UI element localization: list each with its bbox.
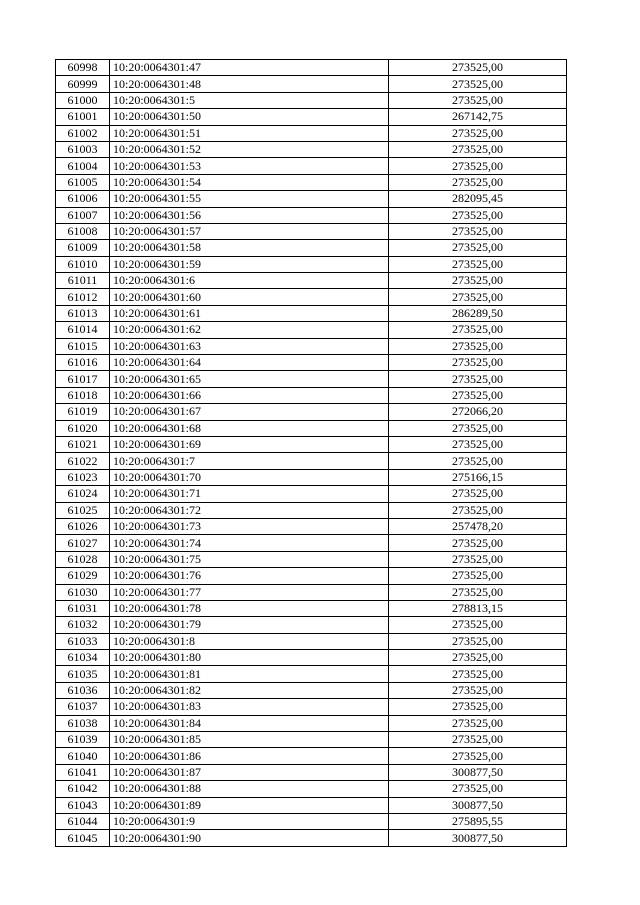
table-row bbox=[56, 715, 567, 731]
value-cell: 273525,00 bbox=[389, 535, 567, 551]
table-row bbox=[56, 666, 567, 682]
table-row bbox=[56, 60, 567, 76]
row-number-cell: 61001 bbox=[56, 109, 110, 125]
value-cell: 286289,50 bbox=[389, 305, 567, 321]
value-cell: 273525,00 bbox=[389, 436, 567, 452]
row-number-cell: 61010 bbox=[56, 256, 110, 272]
value-cell: 273525,00 bbox=[389, 125, 567, 141]
row-number-cell: 61033 bbox=[56, 633, 110, 649]
table-row bbox=[56, 551, 567, 567]
row-number-cell: 61027 bbox=[56, 535, 110, 551]
cadastral-number-cell: 10:20:0064301:48 bbox=[110, 76, 389, 92]
row-number-cell: 61025 bbox=[56, 502, 110, 518]
table-row bbox=[56, 371, 567, 387]
table-row bbox=[56, 764, 567, 780]
row-number-cell: 61030 bbox=[56, 584, 110, 600]
cadastral-number-cell: 10:20:0064301:53 bbox=[110, 158, 389, 174]
table-row bbox=[56, 486, 567, 502]
cadastral-number-cell: 10:20:0064301:62 bbox=[110, 322, 389, 338]
value-cell: 275895,55 bbox=[389, 813, 567, 829]
table-row bbox=[56, 141, 567, 157]
value-cell: 273525,00 bbox=[389, 732, 567, 748]
cadastral-number-cell: 10:20:0064301:85 bbox=[110, 732, 389, 748]
row-number-cell: 61044 bbox=[56, 813, 110, 829]
cadastral-number-cell: 10:20:0064301:68 bbox=[110, 420, 389, 436]
value-cell: 273525,00 bbox=[389, 568, 567, 584]
value-cell: 300877,50 bbox=[389, 764, 567, 780]
row-number-cell: 61020 bbox=[56, 420, 110, 436]
table-row bbox=[56, 699, 567, 715]
table-row bbox=[56, 813, 567, 829]
row-number-cell: 61003 bbox=[56, 141, 110, 157]
value-cell: 273525,00 bbox=[389, 420, 567, 436]
table-row bbox=[56, 158, 567, 174]
table-row bbox=[56, 191, 567, 207]
cadastral-number-cell: 10:20:0064301:63 bbox=[110, 338, 389, 354]
cadastral-number-cell: 10:20:0064301:67 bbox=[110, 404, 389, 420]
table-row bbox=[56, 436, 567, 452]
table-row bbox=[56, 322, 567, 338]
row-number-cell: 61014 bbox=[56, 322, 110, 338]
cadastral-number-cell: 10:20:0064301:52 bbox=[110, 141, 389, 157]
cadastral-number-cell: 10:20:0064301:51 bbox=[110, 125, 389, 141]
row-number-cell: 60999 bbox=[56, 76, 110, 92]
cadastral-number-cell: 10:20:0064301:59 bbox=[110, 256, 389, 272]
row-number-cell: 61000 bbox=[56, 92, 110, 108]
data-table bbox=[55, 59, 567, 847]
table-row bbox=[56, 387, 567, 403]
value-cell: 273525,00 bbox=[389, 584, 567, 600]
cadastral-number-cell: 10:20:0064301:6 bbox=[110, 273, 389, 289]
row-number-cell: 61039 bbox=[56, 732, 110, 748]
table-row bbox=[56, 109, 567, 125]
table-row bbox=[56, 617, 567, 633]
cadastral-number-cell: 10:20:0064301:8 bbox=[110, 633, 389, 649]
table-row bbox=[56, 469, 567, 485]
row-number-cell: 61002 bbox=[56, 125, 110, 141]
row-number-cell: 61043 bbox=[56, 797, 110, 813]
table-row bbox=[56, 223, 567, 239]
value-cell: 273525,00 bbox=[389, 76, 567, 92]
table-row bbox=[56, 256, 567, 272]
value-cell: 282095,45 bbox=[389, 191, 567, 207]
cadastral-number-cell: 10:20:0064301:82 bbox=[110, 682, 389, 698]
cadastral-number-cell: 10:20:0064301:58 bbox=[110, 240, 389, 256]
cadastral-number-cell: 10:20:0064301:64 bbox=[110, 355, 389, 371]
cadastral-number-cell: 10:20:0064301:89 bbox=[110, 797, 389, 813]
row-number-cell: 61005 bbox=[56, 174, 110, 190]
cadastral-number-cell: 10:20:0064301:81 bbox=[110, 666, 389, 682]
cadastral-number-cell: 10:20:0064301:88 bbox=[110, 781, 389, 797]
table-row bbox=[56, 633, 567, 649]
table-row bbox=[56, 404, 567, 420]
cadastral-number-cell: 10:20:0064301:50 bbox=[110, 109, 389, 125]
value-cell: 273525,00 bbox=[389, 551, 567, 567]
table-row bbox=[56, 568, 567, 584]
value-cell: 273525,00 bbox=[389, 273, 567, 289]
value-cell: 273525,00 bbox=[389, 60, 567, 76]
value-cell: 273525,00 bbox=[389, 387, 567, 403]
table-row bbox=[56, 535, 567, 551]
cadastral-number-cell: 10:20:0064301:90 bbox=[110, 830, 389, 846]
row-number-cell: 61017 bbox=[56, 371, 110, 387]
value-cell: 273525,00 bbox=[389, 633, 567, 649]
row-number-cell: 61037 bbox=[56, 699, 110, 715]
row-number-cell: 61023 bbox=[56, 469, 110, 485]
row-number-cell: 61024 bbox=[56, 486, 110, 502]
table-row bbox=[56, 289, 567, 305]
table-row bbox=[56, 732, 567, 748]
value-cell: 273525,00 bbox=[389, 650, 567, 666]
table-row bbox=[56, 600, 567, 616]
value-cell: 273525,00 bbox=[389, 240, 567, 256]
cadastral-number-cell: 10:20:0064301:75 bbox=[110, 551, 389, 567]
value-cell: 273525,00 bbox=[389, 289, 567, 305]
table-row bbox=[56, 76, 567, 92]
row-number-cell: 61045 bbox=[56, 830, 110, 846]
cadastral-number-cell: 10:20:0064301:9 bbox=[110, 813, 389, 829]
row-number-cell: 61029 bbox=[56, 568, 110, 584]
table-row bbox=[56, 125, 567, 141]
table-row bbox=[56, 355, 567, 371]
row-number-cell: 61009 bbox=[56, 240, 110, 256]
value-cell: 273525,00 bbox=[389, 666, 567, 682]
table-row bbox=[56, 748, 567, 764]
cadastral-number-cell: 10:20:0064301:73 bbox=[110, 518, 389, 534]
cadastral-number-cell: 10:20:0064301:76 bbox=[110, 568, 389, 584]
value-cell: 273525,00 bbox=[389, 223, 567, 239]
cadastral-number-cell: 10:20:0064301:86 bbox=[110, 748, 389, 764]
value-cell: 273525,00 bbox=[389, 256, 567, 272]
table-row bbox=[56, 240, 567, 256]
table-row bbox=[56, 420, 567, 436]
table-row bbox=[56, 502, 567, 518]
row-number-cell: 61042 bbox=[56, 781, 110, 797]
table-row bbox=[56, 797, 567, 813]
row-number-cell: 61008 bbox=[56, 223, 110, 239]
cadastral-number-cell: 10:20:0064301:66 bbox=[110, 387, 389, 403]
cadastral-number-cell: 10:20:0064301:79 bbox=[110, 617, 389, 633]
cadastral-number-cell: 10:20:0064301:83 bbox=[110, 699, 389, 715]
row-number-cell: 60998 bbox=[56, 60, 110, 76]
cadastral-number-cell: 10:20:0064301:70 bbox=[110, 469, 389, 485]
value-cell: 273525,00 bbox=[389, 371, 567, 387]
row-number-cell: 61038 bbox=[56, 715, 110, 731]
value-cell: 257478,20 bbox=[389, 518, 567, 534]
value-cell: 273525,00 bbox=[389, 158, 567, 174]
row-number-cell: 61004 bbox=[56, 158, 110, 174]
table-row bbox=[56, 781, 567, 797]
cadastral-number-cell: 10:20:0064301:61 bbox=[110, 305, 389, 321]
value-cell: 273525,00 bbox=[389, 207, 567, 223]
table-row bbox=[56, 273, 567, 289]
cadastral-number-cell: 10:20:0064301:72 bbox=[110, 502, 389, 518]
row-number-cell: 61007 bbox=[56, 207, 110, 223]
value-cell: 273525,00 bbox=[389, 141, 567, 157]
row-number-cell: 61015 bbox=[56, 338, 110, 354]
table-row bbox=[56, 650, 567, 666]
value-cell: 273525,00 bbox=[389, 715, 567, 731]
table-row bbox=[56, 305, 567, 321]
row-number-cell: 61006 bbox=[56, 191, 110, 207]
cadastral-number-cell: 10:20:0064301:60 bbox=[110, 289, 389, 305]
row-number-cell: 61036 bbox=[56, 682, 110, 698]
row-number-cell: 61026 bbox=[56, 518, 110, 534]
value-cell: 273525,00 bbox=[389, 322, 567, 338]
value-cell: 273525,00 bbox=[389, 502, 567, 518]
value-cell: 300877,50 bbox=[389, 797, 567, 813]
value-cell: 273525,00 bbox=[389, 338, 567, 354]
cadastral-number-cell: 10:20:0064301:57 bbox=[110, 223, 389, 239]
cadastral-number-cell: 10:20:0064301:77 bbox=[110, 584, 389, 600]
value-cell: 273525,00 bbox=[389, 682, 567, 698]
value-cell: 273525,00 bbox=[389, 453, 567, 469]
cadastral-number-cell: 10:20:0064301:69 bbox=[110, 436, 389, 452]
row-number-cell: 61019 bbox=[56, 404, 110, 420]
cadastral-number-cell: 10:20:0064301:74 bbox=[110, 535, 389, 551]
value-cell: 273525,00 bbox=[389, 699, 567, 715]
table-row bbox=[56, 453, 567, 469]
row-number-cell: 61028 bbox=[56, 551, 110, 567]
row-number-cell: 61022 bbox=[56, 453, 110, 469]
row-number-cell: 61013 bbox=[56, 305, 110, 321]
cadastral-number-cell: 10:20:0064301:65 bbox=[110, 371, 389, 387]
table-row bbox=[56, 682, 567, 698]
row-number-cell: 61035 bbox=[56, 666, 110, 682]
cadastral-number-cell: 10:20:0064301:47 bbox=[110, 60, 389, 76]
cadastral-number-cell: 10:20:0064301:84 bbox=[110, 715, 389, 731]
value-cell: 300877,50 bbox=[389, 830, 567, 846]
row-number-cell: 61031 bbox=[56, 600, 110, 616]
row-number-cell: 61041 bbox=[56, 764, 110, 780]
value-cell: 272066,20 bbox=[389, 404, 567, 420]
cadastral-number-cell: 10:20:0064301:71 bbox=[110, 486, 389, 502]
document-page bbox=[55, 59, 566, 847]
table-row bbox=[56, 830, 567, 846]
value-cell: 273525,00 bbox=[389, 748, 567, 764]
cadastral-number-cell: 10:20:0064301:54 bbox=[110, 174, 389, 190]
value-cell: 273525,00 bbox=[389, 355, 567, 371]
table-row bbox=[56, 518, 567, 534]
cadastral-number-cell: 10:20:0064301:7 bbox=[110, 453, 389, 469]
cadastral-number-cell: 10:20:0064301:87 bbox=[110, 764, 389, 780]
row-number-cell: 61016 bbox=[56, 355, 110, 371]
table-body bbox=[56, 60, 567, 847]
value-cell: 273525,00 bbox=[389, 781, 567, 797]
row-number-cell: 61032 bbox=[56, 617, 110, 633]
cadastral-number-cell: 10:20:0064301:78 bbox=[110, 600, 389, 616]
row-number-cell: 61040 bbox=[56, 748, 110, 764]
value-cell: 273525,00 bbox=[389, 92, 567, 108]
row-number-cell: 61012 bbox=[56, 289, 110, 305]
cadastral-number-cell: 10:20:0064301:55 bbox=[110, 191, 389, 207]
value-cell: 273525,00 bbox=[389, 486, 567, 502]
row-number-cell: 61011 bbox=[56, 273, 110, 289]
row-number-cell: 61021 bbox=[56, 436, 110, 452]
cadastral-number-cell: 10:20:0064301:80 bbox=[110, 650, 389, 666]
value-cell: 273525,00 bbox=[389, 174, 567, 190]
table-row bbox=[56, 207, 567, 223]
table-row bbox=[56, 92, 567, 108]
table-row bbox=[56, 584, 567, 600]
cadastral-number-cell: 10:20:0064301:56 bbox=[110, 207, 389, 223]
value-cell: 278813,15 bbox=[389, 600, 567, 616]
value-cell: 267142,75 bbox=[389, 109, 567, 125]
cadastral-number-cell: 10:20:0064301:5 bbox=[110, 92, 389, 108]
value-cell: 275166,15 bbox=[389, 469, 567, 485]
table-row bbox=[56, 174, 567, 190]
value-cell: 273525,00 bbox=[389, 617, 567, 633]
table-row bbox=[56, 338, 567, 354]
row-number-cell: 61034 bbox=[56, 650, 110, 666]
row-number-cell: 61018 bbox=[56, 387, 110, 403]
